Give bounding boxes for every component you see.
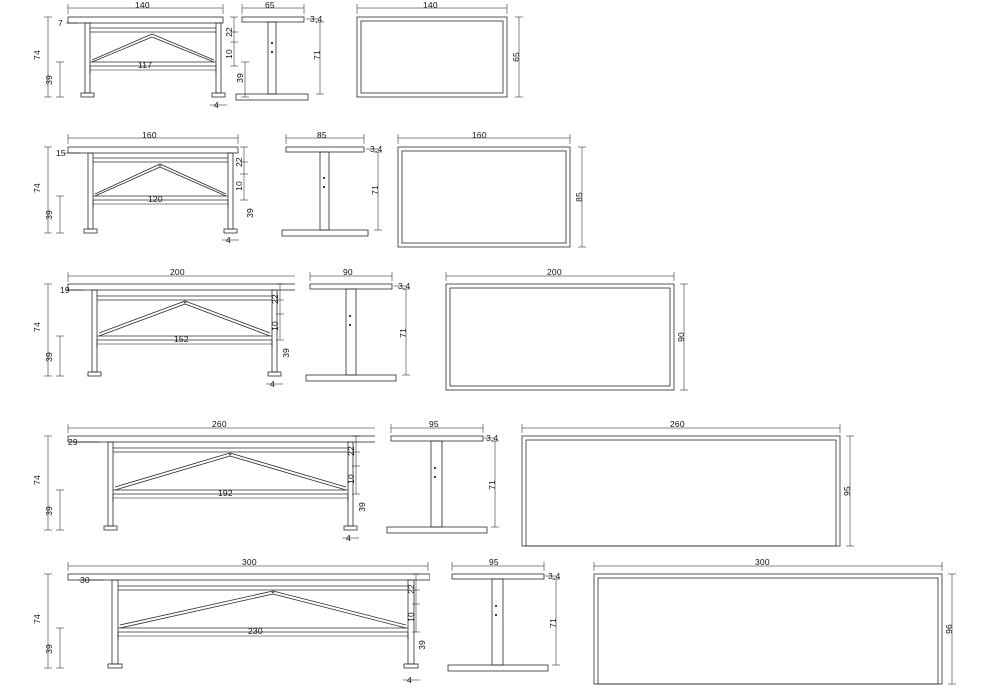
dim-leg-height: 39	[43, 210, 54, 220]
dim-inner-beam: 230	[248, 626, 263, 636]
dim-stack-22: 22	[223, 27, 234, 37]
dim-thickness: 3,4	[486, 433, 499, 443]
dim-height-total: 74	[31, 183, 42, 193]
drawing-row-200	[0, 267, 1000, 405]
dim-top-width: 300	[242, 557, 257, 567]
dim-plan-length: 200	[547, 267, 562, 277]
dim-plan-length: 140	[423, 0, 438, 10]
dim-foot: 4	[226, 235, 231, 245]
dim-top-width: 160	[142, 130, 157, 140]
end-elevation-300	[440, 557, 565, 700]
dim-height-total: 74	[31, 322, 42, 332]
dim-end-height: 71	[311, 50, 322, 60]
dim-stack-39: 39	[234, 73, 245, 83]
dim-stack-22: 22	[233, 157, 244, 167]
dim-plan-depth: 96	[943, 624, 954, 634]
dim-end-height: 71	[397, 328, 408, 338]
dim-end-width: 85	[317, 130, 327, 140]
dim-thickness: 3,4	[310, 14, 323, 24]
dim-stack-39: 39	[280, 348, 291, 358]
plan-view-300	[572, 557, 962, 700]
dim-plan-length: 260	[670, 419, 685, 429]
side-elevation-140	[30, 0, 250, 125]
dim-top-offset: 19	[60, 285, 70, 295]
dim-top-width: 140	[135, 0, 150, 10]
dim-stack-10: 10	[269, 321, 280, 331]
dim-end-height: 71	[547, 618, 558, 628]
dim-top-width: 200	[170, 267, 185, 277]
dim-stack-10: 10	[233, 181, 244, 191]
dim-thickness: 3,4	[398, 281, 411, 291]
side-elevation-200	[30, 267, 295, 405]
side-elevation-300	[30, 557, 430, 700]
drawing-row-160	[0, 130, 1000, 260]
dim-leg-height: 39	[43, 352, 54, 362]
dim-plan-depth: 65	[510, 52, 521, 62]
dim-height-total: 74	[31, 50, 42, 60]
dim-end-width: 65	[265, 0, 275, 10]
plan-view-160	[390, 130, 600, 260]
dim-height-total: 74	[31, 475, 42, 485]
end-elevation-200	[302, 267, 417, 405]
dim-stack-39: 39	[416, 640, 427, 650]
end-elevation-160	[278, 130, 388, 260]
dim-plan-depth: 85	[573, 192, 584, 202]
dim-inner-beam: 152	[174, 334, 189, 344]
end-elevation-260	[385, 418, 505, 553]
dim-inner-beam: 192	[218, 488, 233, 498]
drawing-row-300	[0, 557, 1000, 700]
dim-leg-height: 39	[43, 644, 54, 654]
dim-stack-22: 22	[345, 446, 356, 456]
dim-thickness: 3,4	[548, 571, 561, 581]
dim-top-offset: 30	[80, 575, 90, 585]
dim-stack-10: 10	[345, 474, 356, 484]
dim-foot: 4	[407, 675, 412, 685]
dim-foot: 4	[214, 100, 219, 110]
dim-stack-22: 22	[405, 584, 416, 594]
dim-plan-length: 160	[472, 130, 487, 140]
dim-top-offset: 15	[56, 148, 66, 158]
dim-stack-10: 10	[223, 49, 234, 59]
dim-foot: 4	[270, 379, 275, 389]
dim-end-height: 71	[486, 480, 497, 490]
dim-end-width: 95	[429, 419, 439, 429]
dim-inner-beam: 120	[148, 194, 163, 204]
dim-plan-depth: 90	[675, 332, 686, 342]
side-elevation-260	[30, 418, 375, 553]
dim-top-offset: 7	[58, 18, 63, 28]
dim-height-total: 74	[31, 614, 42, 624]
dim-stack-39: 39	[356, 502, 367, 512]
dim-end-width: 90	[343, 267, 353, 277]
dim-stack-10: 10	[405, 612, 416, 622]
dim-thickness: 3,4	[370, 144, 383, 154]
dim-end-width: 95	[489, 557, 499, 567]
end-elevation-140	[232, 0, 332, 125]
dim-foot: 4	[346, 533, 351, 543]
dim-end-height: 71	[369, 185, 380, 195]
dim-inner-beam: 117	[138, 60, 153, 70]
drawing-row-260	[0, 418, 1000, 553]
dim-stack-22: 22	[269, 294, 280, 304]
dim-plan-length: 300	[755, 557, 770, 567]
dim-top-width: 260	[212, 419, 227, 429]
side-elevation-160	[30, 130, 255, 260]
dim-plan-depth: 95	[841, 486, 852, 496]
dim-stack-39: 39	[244, 208, 255, 218]
plan-view-200	[432, 267, 692, 405]
dim-top-offset: 29	[68, 437, 78, 447]
plan-view-260	[512, 418, 857, 553]
plan-view-140	[345, 0, 545, 125]
drawing-row-140	[0, 0, 1000, 125]
dim-leg-height: 39	[43, 75, 54, 85]
dim-leg-height: 39	[43, 506, 54, 516]
